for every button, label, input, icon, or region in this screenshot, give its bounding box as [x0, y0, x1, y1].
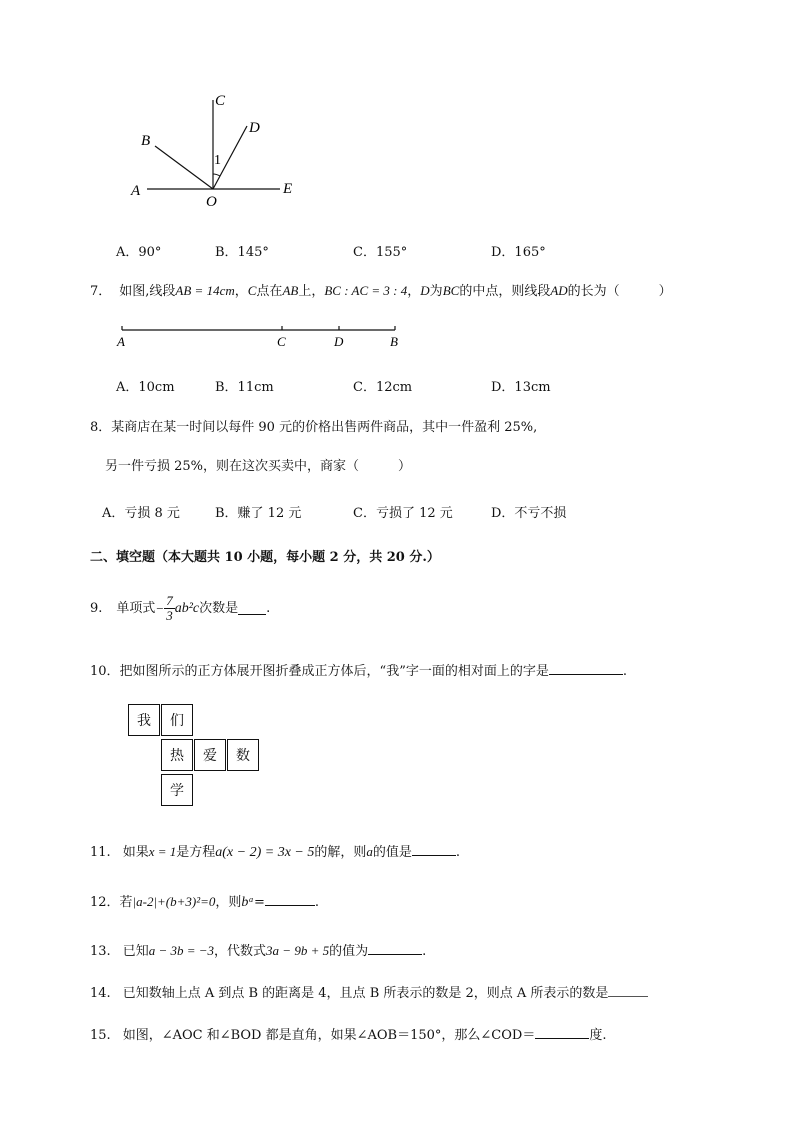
q9-minus: − — [155, 600, 165, 616]
q7-option-a: A．10cm — [116, 380, 175, 395]
q6-option-b: B．145° — [215, 245, 269, 260]
q11-equation: a(x − 2) = 3x − 5 — [215, 845, 315, 860]
q14-text: 已知数轴上点 A 到点 B 的距离是 4，且点 B 所表示的数是 2，则点 A 所表示的数是 — [122, 986, 609, 1001]
cube-net — [128, 704, 260, 806]
ray-ob — [155, 146, 213, 189]
q12-eq: = — [254, 895, 265, 910]
q13-text-c: 的值为 — [329, 944, 369, 959]
q11-cond: x = 1 — [148, 844, 177, 859]
q7-text-d: 上， — [298, 284, 325, 299]
q8-option-a: A．亏损 8 元 — [102, 506, 180, 521]
q10-answer-blank[interactable] — [549, 662, 623, 675]
q8-option-c: C．亏损了 12 元 — [353, 506, 453, 521]
q7-option-b: B．11cm — [215, 380, 274, 395]
q11-text-a: 如果 — [122, 845, 149, 860]
label-e: E — [283, 181, 293, 197]
q10-end: . — [622, 664, 627, 679]
q11-end: . — [455, 845, 461, 860]
q14-number: 14. — [90, 986, 111, 1001]
net-cell-men: 们 — [161, 704, 193, 736]
q9-monomial: ab²c — [174, 600, 200, 616]
q13-end: . — [422, 944, 427, 959]
net-cell-xue: 学 — [161, 774, 193, 806]
q9-text-a: 单项式 — [116, 600, 156, 616]
q9-numerator: 7 — [166, 593, 173, 608]
q7-option-d: D．13cm — [491, 380, 551, 395]
q15-text-b: 度. — [589, 1028, 607, 1043]
q7-ad: AD — [550, 283, 568, 298]
q9-fraction — [164, 594, 175, 623]
q13-number: 13. — [90, 944, 111, 959]
q12-text-a: 12．若 — [90, 895, 133, 910]
question-15 — [90, 1026, 606, 1044]
question-10 — [90, 662, 627, 680]
q13-text-b: ，代数式 — [214, 944, 267, 959]
q8-option-d: D．不亏不损 — [491, 506, 567, 521]
q11-text-b: 是方程 — [176, 845, 216, 860]
q11-text-c: 的解，则 — [314, 845, 367, 860]
question-7 — [90, 283, 672, 300]
q6-option-a: A．90° — [116, 245, 162, 260]
q9-end: . — [266, 600, 271, 616]
q9-denominator: 3 — [166, 608, 173, 623]
label-b: B — [141, 133, 151, 149]
q12-end: . — [314, 895, 320, 910]
q7-c-point: C — [247, 283, 257, 298]
label-d: D — [249, 120, 260, 136]
q7-number: 7． — [90, 284, 112, 299]
q11-answer-blank[interactable] — [412, 843, 456, 856]
question-9 — [90, 594, 270, 623]
q15-answer-blank[interactable] — [535, 1026, 589, 1039]
q7-text-h: 的长为（ ） — [567, 284, 672, 299]
q8-option-b: B．赚了 12 元 — [215, 506, 302, 521]
seg-label-a: A — [117, 334, 125, 349]
question-8-line-2: 另一件亏损 25%，则在这次买卖中，商家（ ） — [105, 459, 412, 474]
q7-text-c: 点在 — [256, 284, 283, 299]
q7-text-g: 的中点，则线段 — [459, 284, 551, 299]
section-2-title: 二、填空题（本大题共 10 小题，每小题 2 分，共 20 分.） — [90, 550, 440, 565]
label-angle-1: 1 — [214, 153, 221, 168]
q7-ratio: BC : AC = 3 : 4 — [324, 283, 408, 298]
segment-figure — [112, 320, 412, 352]
label-o: O — [206, 194, 217, 210]
q7-text-e: ， — [407, 284, 421, 299]
q7-bc: BC — [442, 283, 460, 298]
q10-text: 10．把如图所示的正方体展开图折叠成正方体后，“我”字一面的相对面上的字是 — [90, 664, 549, 679]
q7-ab: AB — [282, 283, 299, 298]
q9-text-b: 次数是 — [199, 600, 239, 616]
angle-figure — [125, 88, 305, 210]
q7-text-f: 为 — [429, 284, 443, 299]
q13-cond: a − 3b = −3 — [148, 943, 215, 958]
q12-power: bᵃ — [241, 895, 254, 910]
q9-number: 9. — [90, 600, 103, 616]
q13-answer-blank[interactable] — [368, 942, 422, 955]
q12-expr: |a-2|+(b+3)²=0 — [132, 894, 216, 909]
q14-answer-blank[interactable] — [608, 984, 648, 997]
q11-number: 11. — [90, 845, 111, 860]
q13-text-a: 已知 — [122, 944, 149, 959]
q12-answer-blank[interactable] — [265, 893, 315, 906]
net-cell-ai: 爱 — [194, 739, 226, 771]
seg-label-c: C — [277, 334, 286, 349]
question-11 — [90, 843, 460, 861]
question-8-line-1: 8．某商店在某一时间以每件 90 元的价格出售两件商品，其中一件盈利 25%, — [90, 420, 538, 435]
question-12 — [90, 893, 319, 911]
q7-text-b: ， — [234, 284, 248, 299]
question-13 — [90, 942, 426, 960]
net-cell-wo: 我 — [128, 704, 160, 736]
question-14 — [90, 984, 648, 1002]
q7-option-c: C．12cm — [353, 380, 413, 395]
q6-option-d: D．165° — [491, 245, 546, 260]
seg-label-b: B — [390, 334, 398, 349]
label-a: A — [131, 183, 141, 199]
angle-arc — [213, 174, 220, 176]
q6-option-c: C．155° — [353, 245, 408, 260]
label-c: C — [215, 93, 226, 109]
net-cell-shu: 数 — [227, 739, 259, 771]
q15-number: 15. — [90, 1028, 111, 1043]
net-cell-re: 热 — [161, 739, 193, 771]
q9-answer-blank[interactable] — [238, 602, 266, 615]
q11-text-d: 的值是 — [372, 845, 412, 860]
q7-d-point: D — [420, 283, 430, 298]
q7-text-a: 如图,线段 — [119, 284, 176, 299]
seg-label-d: D — [334, 334, 344, 349]
q13-expr: 3a − 9b + 5 — [266, 943, 330, 958]
q12-text-b: ，则 — [215, 895, 242, 910]
q15-text-a: 如图，∠AOC 和∠BOD 都是直角，如果∠AOB＝150°，那么∠COD＝ — [122, 1028, 536, 1043]
q7-ab-eq: AB = 14cm — [175, 283, 235, 298]
q11-var: a — [366, 844, 373, 859]
